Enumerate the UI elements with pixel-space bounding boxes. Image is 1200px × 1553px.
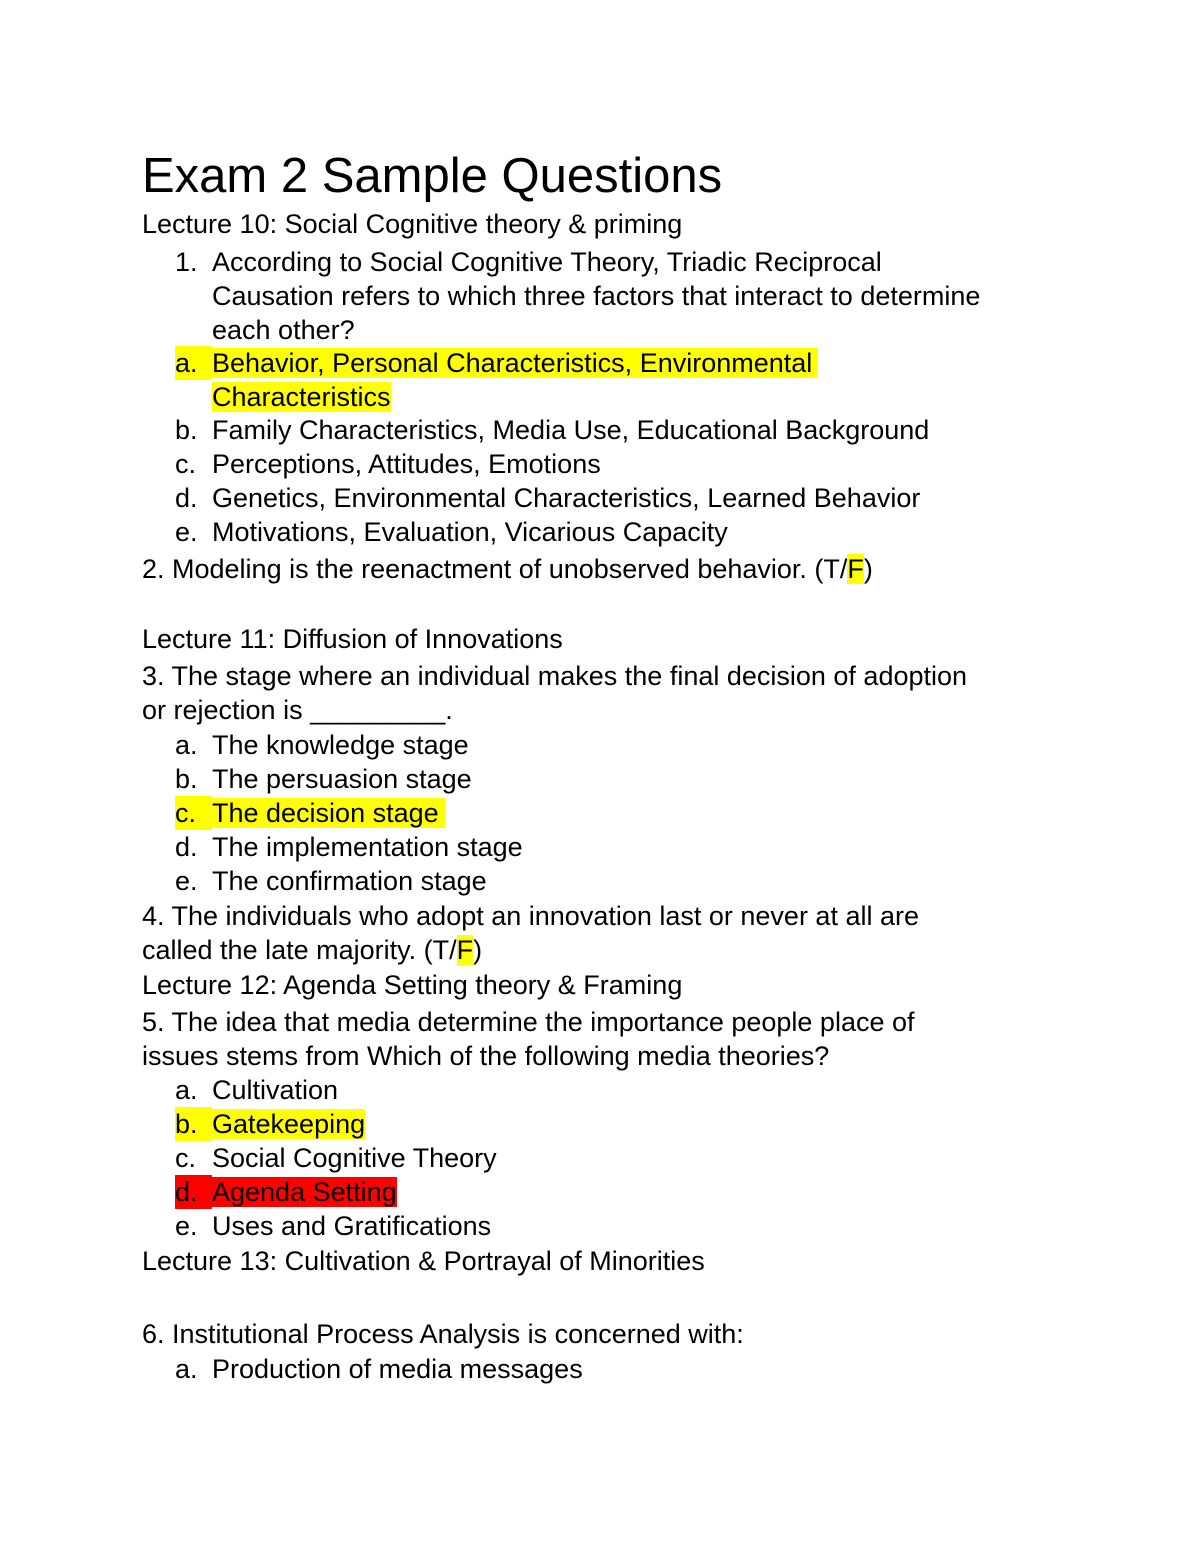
- question-2: [142, 552, 873, 586]
- q6-option-a-text: Production of media messages: [212, 1354, 583, 1384]
- q3-option-e-text: The confirmation stage: [212, 866, 487, 896]
- q1-option-b-marker: b.: [175, 415, 198, 445]
- q5-option-c-text: Social Cognitive Theory: [212, 1143, 497, 1173]
- question-1-line-2: Causation refers to which three factors that interact to determine: [212, 281, 981, 311]
- question-5-line-1: 5. The idea that media determine the importance people place of: [142, 1007, 915, 1037]
- q5-option-e-text: Uses and Gratifications: [212, 1211, 492, 1241]
- q1-option-a-marker: a.: [175, 346, 212, 380]
- q5-option-d-line: [212, 1175, 397, 1209]
- question-3-line-1: 3. The stage where an individual makes the final decision of adoption: [142, 661, 968, 691]
- q1-option-d-marker: d.: [175, 483, 198, 513]
- q5-option-c-marker: c.: [175, 1143, 197, 1173]
- q1-option-a-line-2: [212, 380, 391, 414]
- question-4-line-1: 4. The individuals who adopt an innovation last or never at all are: [142, 901, 919, 931]
- question-1-line-1: According to Social Cognitive Theory, Triadic Reciprocal: [212, 247, 882, 277]
- q5-option-e-marker: e.: [175, 1211, 198, 1241]
- q3-option-d-marker: d.: [175, 832, 198, 862]
- question-5-line-2: issues stems from Which of the following media theories?: [142, 1041, 830, 1071]
- question-1-number: 1.: [175, 247, 198, 277]
- q1-option-e-marker: e.: [175, 517, 198, 547]
- q5-option-b-marker: b.: [175, 1107, 212, 1141]
- q5-option-a-marker: a.: [175, 1075, 198, 1105]
- q3-option-b-text: The persuasion stage: [212, 764, 472, 794]
- q5-option-b-highlight: Gatekeeping: [212, 1109, 366, 1139]
- q6-option-a-marker: a.: [175, 1354, 198, 1384]
- question-4-close: ): [473, 935, 483, 965]
- q5-option-d-marker: d.: [175, 1175, 212, 1209]
- question-4-text: called the late majority. (T/: [142, 935, 457, 965]
- lecture-12-heading: Lecture 12: Agenda Setting theory & Framing: [142, 970, 683, 1000]
- q1-option-a-line-1: [212, 346, 818, 380]
- q1-option-c-text: Perceptions, Attitudes, Emotions: [212, 449, 601, 479]
- q3-option-c-marker: c.: [175, 796, 212, 830]
- q3-option-a-text: The knowledge stage: [212, 730, 469, 760]
- page-title: Exam 2 Sample Questions: [142, 149, 723, 203]
- q5-option-b-line: [212, 1107, 365, 1141]
- q3-option-e-marker: e.: [175, 866, 198, 896]
- lecture-10-heading: Lecture 10: Social Cognitive theory & priming: [142, 209, 683, 239]
- question-4-answer: F: [456, 935, 474, 965]
- q3-option-a-marker: a.: [175, 730, 198, 760]
- question-3-line-2: or rejection is _________.: [142, 695, 453, 725]
- q1-option-a-highlight-1: Behavior, Personal Characteristics, Environmental: [212, 348, 818, 378]
- q1-option-b-text: Family Characteristics, Media Use, Educational Background: [212, 415, 930, 445]
- question-2-text: 2. Modeling is the reenactment of unobserved behavior. (T/: [142, 554, 848, 584]
- question-6: 6. Institutional Process Analysis is concerned with:: [142, 1319, 744, 1349]
- q5-option-a-text: Cultivation: [212, 1075, 339, 1105]
- question-2-answer: F: [847, 554, 864, 584]
- lecture-11-heading: Lecture 11: Diffusion of Innovations: [142, 624, 563, 654]
- q5-option-d-highlight: Agenda Setting: [212, 1177, 397, 1207]
- q1-option-c-marker: c.: [175, 449, 197, 479]
- lecture-13-heading: Lecture 13: Cultivation & Portrayal of Minorities: [142, 1246, 705, 1276]
- question-1-line-3: each other?: [212, 315, 355, 345]
- question-2-close: ): [863, 554, 873, 584]
- q3-option-c-line: [212, 796, 445, 830]
- q3-option-d-text: The implementation stage: [212, 832, 523, 862]
- q1-option-e-text: Motivations, Evaluation, Vicarious Capacity: [212, 517, 728, 547]
- q1-option-d-text: Genetics, Environmental Characteristics, Learned Behavior: [212, 483, 921, 513]
- q3-option-c-highlight: The decision stage: [212, 798, 445, 828]
- question-4-line-2: [142, 933, 482, 967]
- q3-option-b-marker: b.: [175, 764, 198, 794]
- q1-option-a-highlight-2: Characteristics: [212, 382, 391, 412]
